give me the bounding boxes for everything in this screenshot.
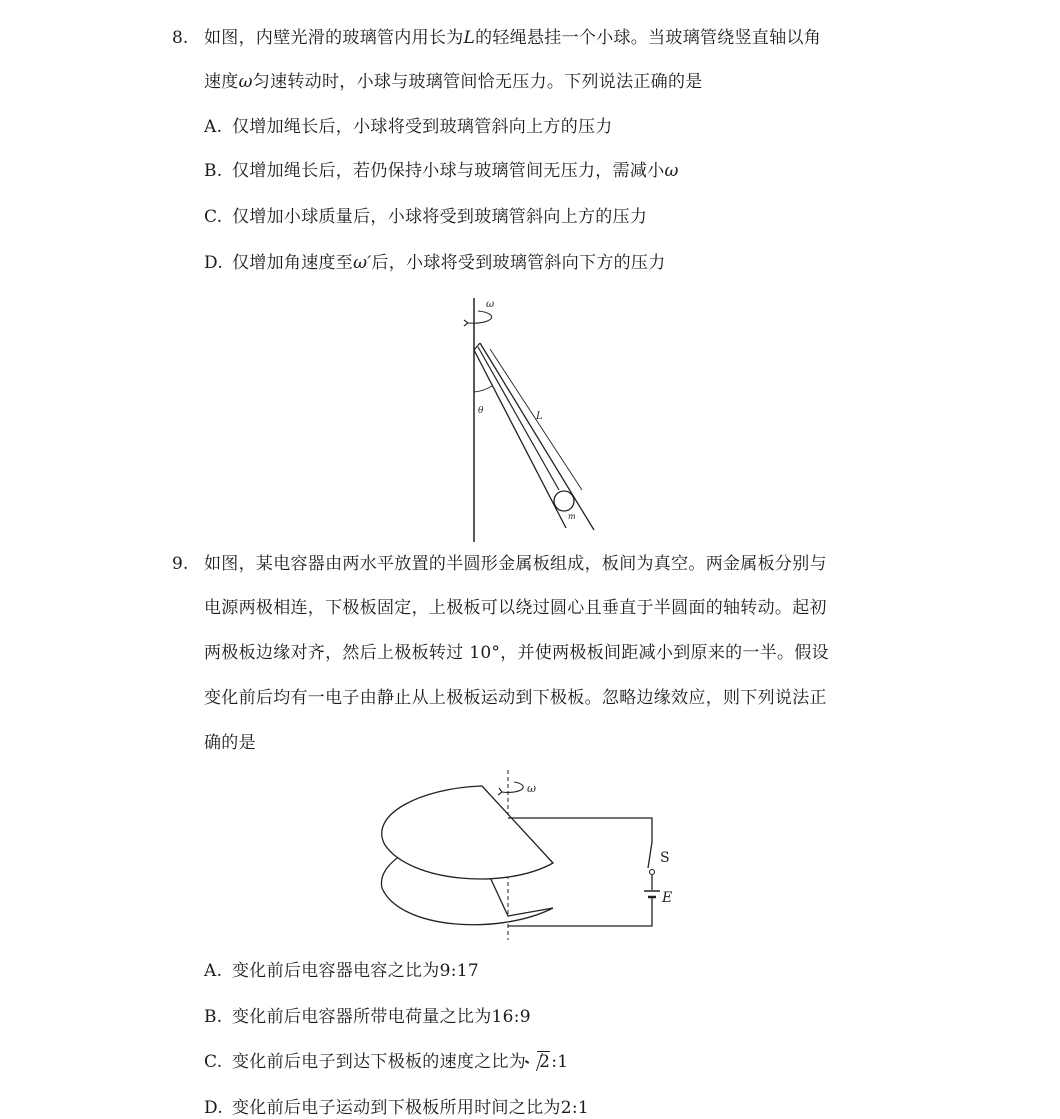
mass-label: m [568, 512, 576, 521]
theta-label: θ [478, 406, 484, 416]
omega-label: ω [486, 299, 495, 310]
option-d[interactable]: D. 变化前后电子运动到下极板所用时间之比为2:1 [204, 1098, 589, 1118]
source-label: E [662, 890, 673, 906]
question-stem-line: 两极板边缘对齐，然后上极板转过 10°，并使两极板间距减小到原来的一半。假设 [204, 643, 829, 663]
length-label: L [536, 411, 543, 422]
square-root: 2 [526, 1051, 550, 1073]
option-a[interactable]: A. 变化前后电容器电容之比为9:17 [204, 961, 479, 981]
switch-contact [650, 870, 655, 875]
question-number: 8. [172, 28, 189, 48]
omega-label: ω [527, 782, 536, 795]
option-b[interactable]: B. 仅增加绳长后，若仍保持小球与玻璃管间无压力，需减小ω [204, 161, 679, 181]
option-a[interactable]: A. 仅增加绳长后，小球将受到玻璃管斜向上方的压力 [204, 117, 613, 137]
variable-L: L [463, 28, 476, 48]
rotation-arrow [502, 782, 523, 792]
switch-label: S [660, 850, 670, 866]
question-number: 9. [172, 554, 189, 574]
question-stem-line: 如图，某电容器由两水平放置的半圆形金属板组成，板间为真空。两金属板分别与 [204, 554, 827, 574]
question-stem-line: 变化前后均有一电子由静止从上极板运动到下极板。忽略边缘效应，则下列说法正 [204, 688, 827, 708]
option-c[interactable]: C. 变化前后电子到达下极板的速度之比为 2:1 [204, 1052, 569, 1072]
switch-blade [648, 842, 652, 868]
question-stem-line: 速度ω匀速转动时，小球与玻璃管间恰无压力。下列说法正确的是 [204, 72, 703, 92]
option-c[interactable]: C. 仅增加小球质量后，小球将受到玻璃管斜向上方的压力 [204, 207, 648, 227]
variable-omega: ω [238, 72, 253, 92]
question-stem-line: 确的是 [204, 733, 256, 753]
question-stem-line: 如图，内壁光滑的玻璃管内用长为L的轻绳悬挂一个小球。当玻璃管绕竖直轴以角 [204, 28, 822, 48]
option-d[interactable]: D. 仅增加角速度至ω′后，小球将受到玻璃管斜向下方的压力 [204, 253, 666, 273]
option-b[interactable]: B. 变化前后电容器所带电荷量之比为16:9 [204, 1007, 531, 1027]
arrow-head [498, 788, 502, 795]
question-stem-line: 电源两极相连，下极板固定，上极板可以绕过圆心且垂直于半圆面的轴转动。起初 [204, 598, 827, 618]
